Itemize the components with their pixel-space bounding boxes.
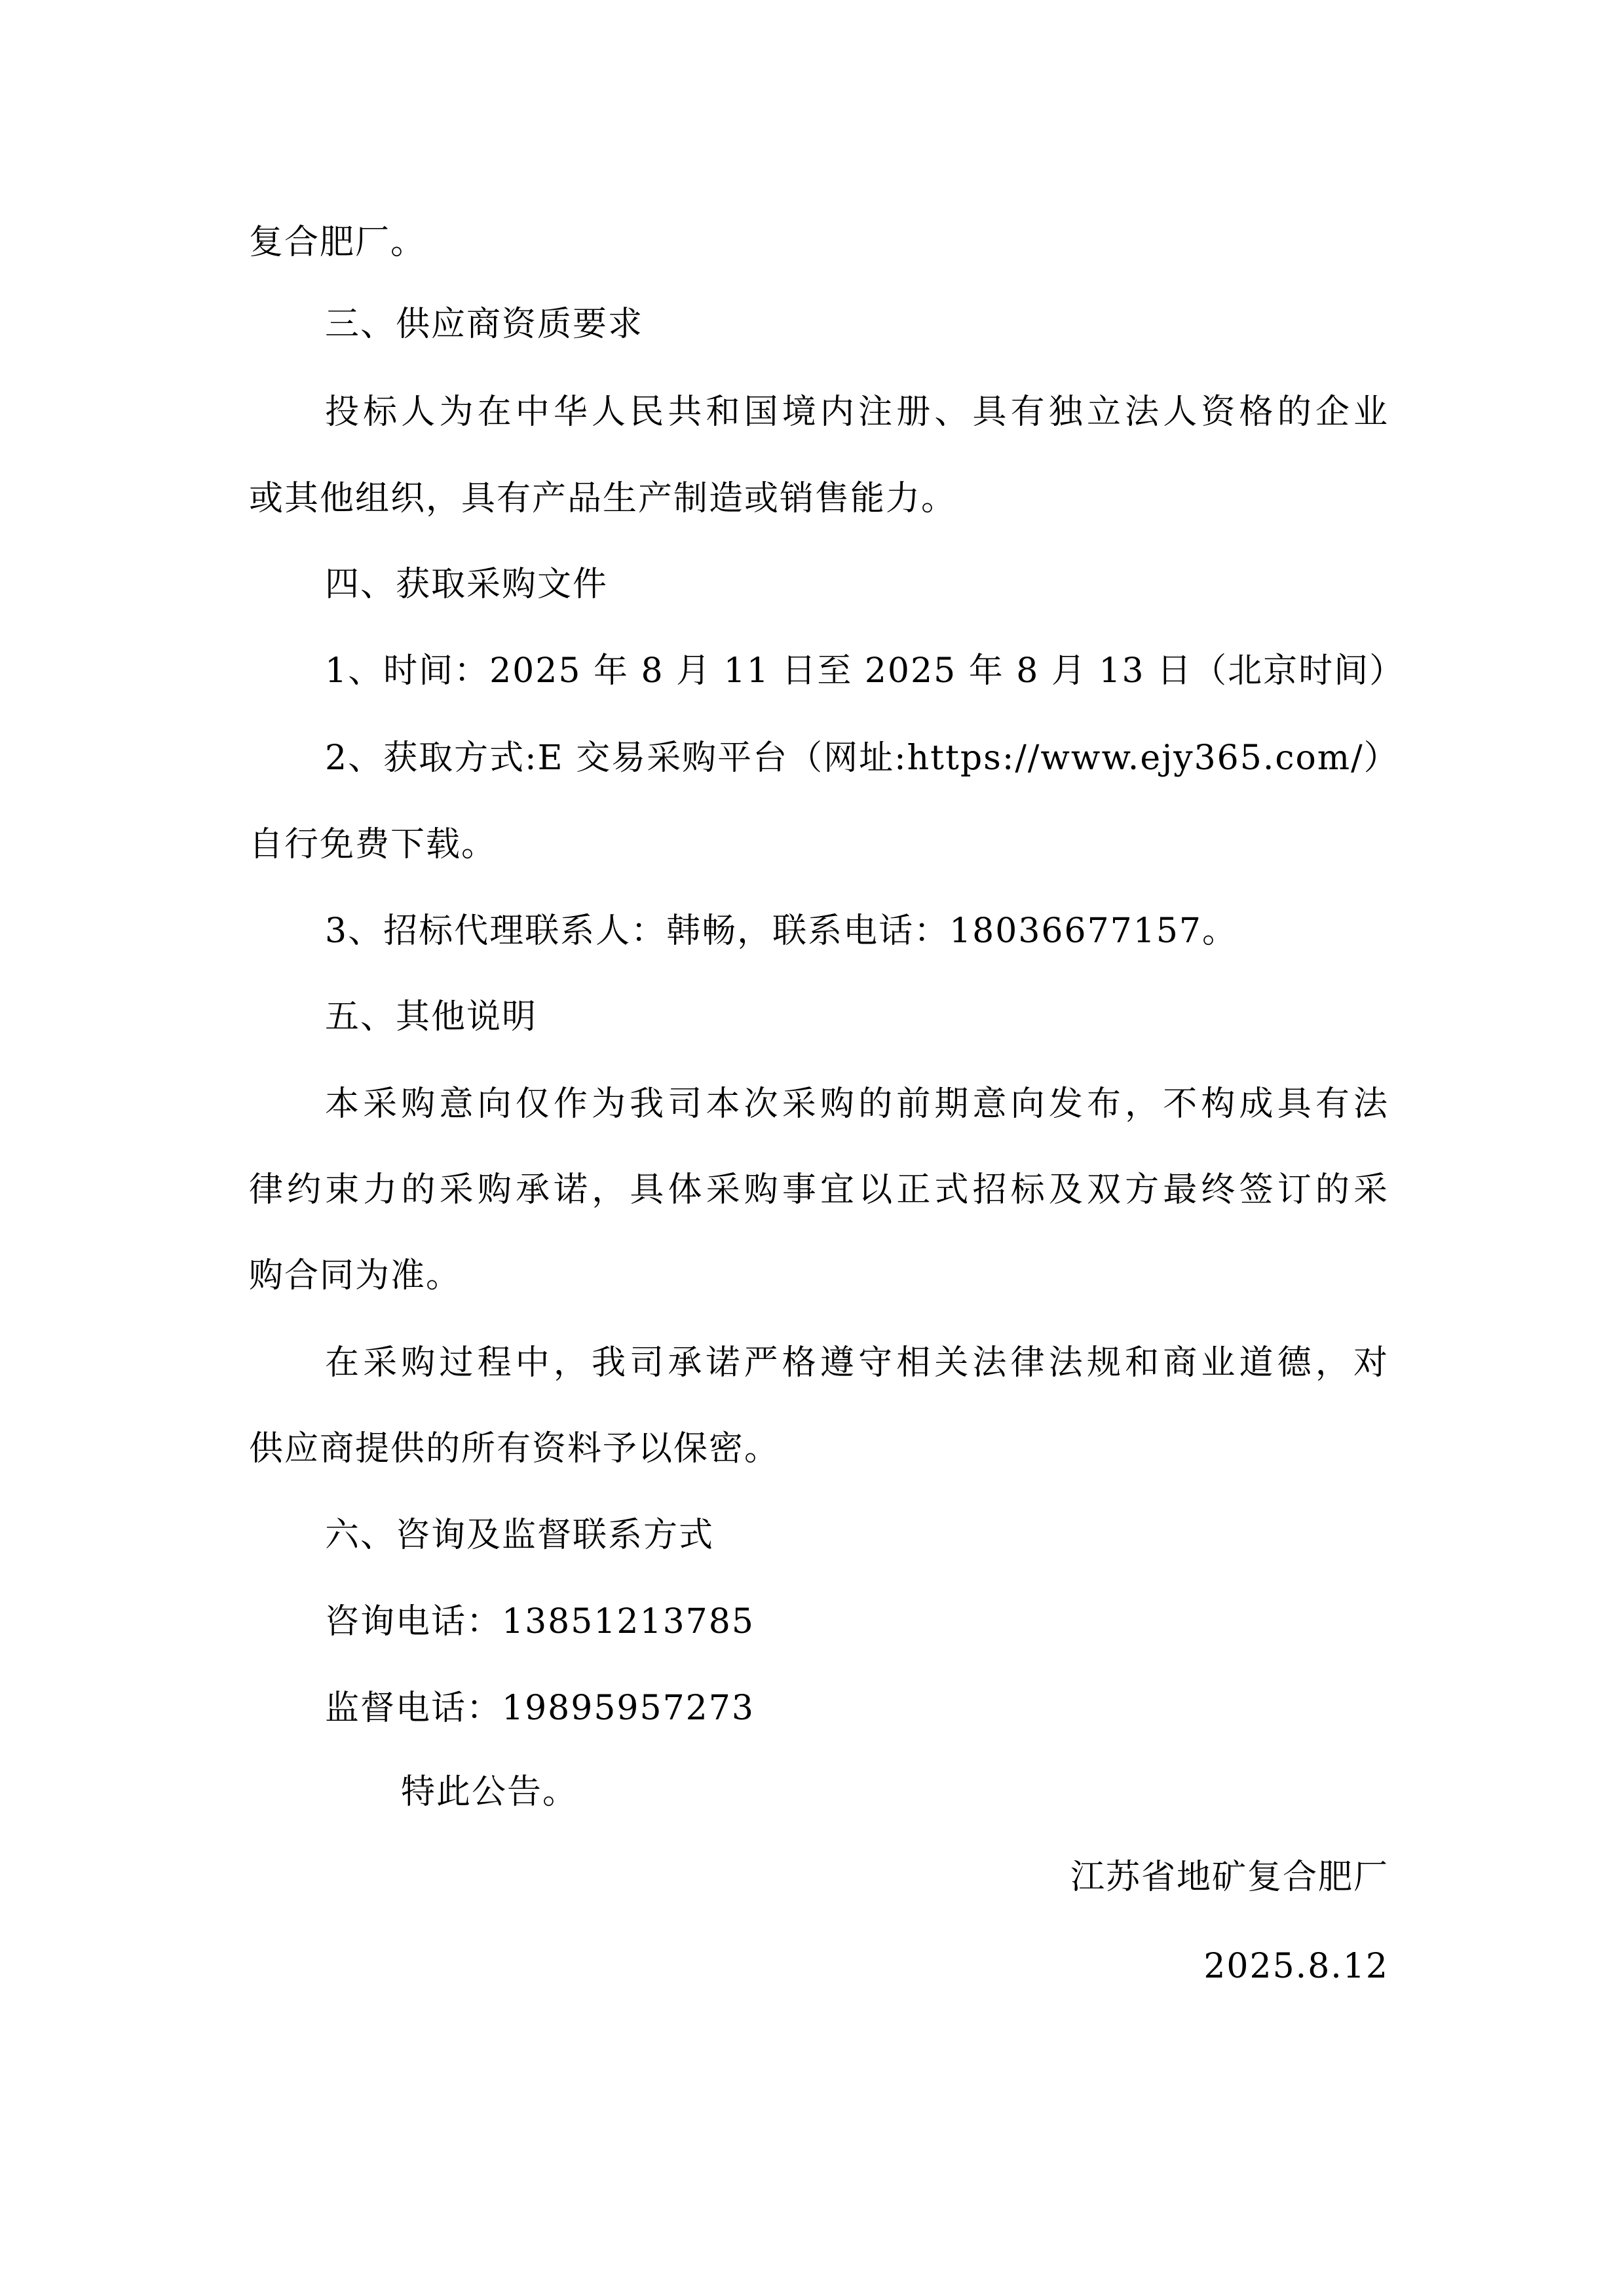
obtain-method-line-2: 自行免费下载。 [249, 825, 497, 864]
closing-statement: 特此公告。 [401, 1772, 578, 1812]
obtain-time: 1、时间：2025 年 8 月 11 日至 2025 年 8 月 13 日（北京时间） [325, 651, 1405, 691]
consultation-phone: 咨询电话：13851213785 [325, 1602, 755, 1641]
notes-paragraph-1-line-1: 本采购意向仅作为我司本次采购的前期意向发布，不构成具有法 [325, 1084, 1389, 1124]
notes-paragraph-1-line-3: 购合同为准。 [249, 1256, 462, 1295]
section-heading-other-notes: 五、其他说明 [325, 997, 538, 1037]
qualification-paragraph-line-1: 投标人为在中华人民共和国境内注册、具有独立法人资格的企业 [325, 392, 1389, 432]
continued-text: 复合肥厂。 [249, 223, 426, 262]
section-heading-supplier-qualifications: 三、供应商资质要求 [325, 305, 644, 344]
notes-paragraph-2-line-1: 在采购过程中，我司承诺严格遵守相关法律法规和商业道德，对 [325, 1343, 1389, 1383]
section-heading-obtain-documents: 四、获取采购文件 [325, 565, 609, 604]
section-heading-contact: 六、咨询及监督联系方式 [325, 1516, 715, 1555]
notes-paragraph-1-line-2: 律约束力的采购承诺，具体采购事宜以正式招标及双方最终签订的采 [249, 1170, 1389, 1210]
supervision-phone: 监督电话：19895957273 [325, 1689, 755, 1728]
issuer-name: 江苏省地矿复合肥厂 [1070, 1858, 1389, 1897]
issue-date: 2025.8.12 [1203, 1947, 1389, 1986]
agent-contact: 3、招标代理联系人：韩畅，联系电话：18036677157。 [325, 911, 1238, 951]
obtain-method-line-1: 2、获取方式:E 交易采购平台（网址:https://www.ejy365.com/） [325, 738, 1399, 778]
qualification-paragraph-line-2: 或其他组织，具有产品生产制造或销售能力。 [249, 479, 957, 518]
notes-paragraph-2-line-2: 供应商提供的所有资料予以保密。 [249, 1429, 780, 1468]
